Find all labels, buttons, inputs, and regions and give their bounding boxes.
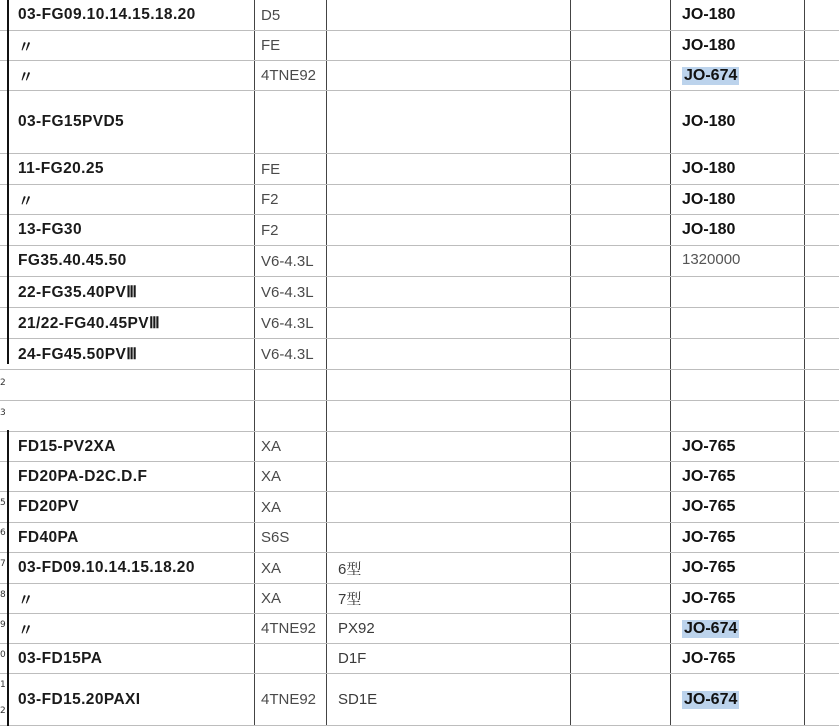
- row-number-label: 2: [0, 706, 6, 716]
- row-number-label: 2: [0, 378, 6, 388]
- part-number-cell: [670, 644, 804, 673]
- model-cell: 〃: [18, 621, 34, 639]
- part-number-cell: [670, 614, 804, 643]
- table-row: [0, 462, 839, 492]
- part-number: JO-180: [682, 6, 736, 23]
- model-cell: 21/22-FG40.45PVⅢ: [18, 314, 161, 332]
- part-number-cell: [670, 370, 804, 400]
- table-row: [0, 401, 839, 432]
- engine-cell: F2: [261, 221, 279, 239]
- table-row: [0, 553, 839, 584]
- row-number-label: 0: [0, 650, 6, 660]
- engine-cell: XA: [261, 559, 282, 577]
- model-cell: 〃: [18, 68, 34, 86]
- part-number-cell: [670, 339, 804, 369]
- type-cell: [326, 339, 571, 369]
- model-cell: FD40PA: [18, 528, 79, 546]
- model-cell: 03-FD09.10.14.15.18.20: [18, 559, 195, 576]
- model-cell: 〃: [18, 591, 34, 609]
- engine-cell: F2: [261, 191, 279, 208]
- engine-cell: [254, 401, 326, 431]
- engine-cell: [254, 370, 326, 400]
- part-number: JO-765: [682, 559, 736, 576]
- engine-cell: 4TNE92: [261, 620, 317, 637]
- type-cell: [326, 154, 571, 184]
- part-number-cell: [670, 246, 804, 276]
- engine-cell: XA: [261, 498, 282, 516]
- model-cell: 03-FG09.10.14.15.18.20: [18, 6, 196, 23]
- part-number: JO-765: [682, 589, 736, 607]
- type-cell: [326, 432, 571, 461]
- engine-cell: [254, 91, 326, 153]
- table-row: [0, 674, 839, 726]
- model-cell: FG35.40.45.50: [18, 252, 127, 269]
- part-number-cell: [670, 31, 804, 60]
- part-number-cell: [670, 215, 804, 245]
- table-row: [0, 246, 839, 277]
- type-cell: [326, 246, 571, 276]
- part-number-cell: [670, 523, 804, 552]
- part-number-cell: [670, 0, 804, 30]
- row-number-label: 9: [0, 620, 6, 630]
- table-row: [0, 31, 839, 61]
- engine-cell: 4TNE92: [261, 67, 317, 84]
- engine-cell: FE: [261, 160, 281, 178]
- engine-cell: V6-4.3L: [261, 252, 314, 270]
- part-number-cell: [670, 401, 804, 431]
- part-number: JO-674: [684, 690, 738, 708]
- type-cell: [326, 185, 571, 214]
- table-row: [0, 614, 839, 644]
- row-number-label: 7: [0, 559, 6, 569]
- table-row: [0, 185, 839, 215]
- table-row: [0, 0, 839, 31]
- part-number: JO-765: [682, 467, 736, 485]
- model-cell: 13-FG30: [18, 221, 82, 238]
- model-cell: FD15-PV2XA: [18, 437, 116, 455]
- model-cell: 〃: [18, 192, 34, 210]
- type-cell: [326, 492, 571, 522]
- engine-cell: V6-4.3L: [261, 283, 314, 301]
- type-cell: D1F: [338, 650, 367, 667]
- type-cell: 6型: [338, 560, 362, 578]
- type-cell: [326, 370, 571, 400]
- type-cell: [326, 523, 571, 552]
- type-cell: [326, 215, 571, 245]
- part-number: JO-180: [682, 221, 736, 238]
- model-cell: FD20PA-D2C.D.F: [18, 467, 148, 485]
- engine-cell: V6-4.3L: [261, 345, 314, 363]
- part-number-cell: [670, 432, 804, 461]
- model-cell: [10, 401, 254, 431]
- table-row: [0, 492, 839, 523]
- table-row: [0, 308, 839, 339]
- engine-cell: D5: [261, 6, 281, 24]
- part-number-cell: [670, 154, 804, 184]
- type-cell: [326, 308, 571, 338]
- table-row: [0, 432, 839, 462]
- table-row: [0, 91, 839, 154]
- table-row: [0, 277, 839, 308]
- part-number: JO-180: [682, 113, 736, 130]
- part-number: JO-765: [682, 498, 736, 515]
- part-number-cell: [670, 277, 804, 307]
- type-cell: [326, 31, 571, 60]
- part-number-cell: [670, 674, 804, 725]
- type-cell: [326, 277, 571, 307]
- part-number: JO-180: [682, 190, 736, 208]
- table-row: [0, 523, 839, 553]
- row-number-label: 8: [0, 590, 6, 600]
- type-cell: SD1E: [338, 691, 378, 708]
- table-row: [0, 584, 839, 614]
- table-row: [0, 154, 839, 185]
- model-cell: 22-FG35.40PVⅢ: [18, 283, 138, 301]
- type-cell: [326, 462, 571, 491]
- model-cell: FD20PV: [18, 498, 79, 515]
- model-cell: 03-FD15PA: [18, 649, 103, 667]
- engine-cell: [254, 644, 326, 673]
- engine-cell: S6S: [261, 529, 290, 546]
- row-number-label: 3: [0, 408, 6, 418]
- engine-cell: V6-4.3L: [261, 314, 314, 332]
- part-number-cell: [670, 91, 804, 153]
- model-cell: 11-FG20.25: [18, 160, 104, 177]
- table-row: [0, 644, 839, 674]
- part-number-cell: [670, 308, 804, 338]
- part-number-cell: [670, 553, 804, 583]
- model-cell: 03-FD15.20PAXI: [18, 690, 141, 708]
- part-number-cell: [670, 462, 804, 491]
- table-row: [0, 370, 839, 401]
- left-margin-bar: [7, 0, 9, 364]
- engine-cell: FE: [261, 37, 281, 54]
- part-number: JO-180: [682, 160, 736, 177]
- type-cell: [326, 401, 571, 431]
- type-cell: [326, 61, 571, 90]
- row-number-label: 6: [0, 528, 6, 538]
- model-cell: 24-FG45.50PVⅢ: [18, 345, 138, 363]
- row-number-label: 1: [0, 680, 6, 690]
- type-cell: [326, 91, 571, 153]
- model-cell: [10, 370, 254, 400]
- engine-cell: XA: [261, 438, 282, 455]
- model-cell: 03-FG15PVD5: [18, 113, 125, 130]
- part-number: JO-765: [682, 649, 736, 667]
- part-number: JO-765: [682, 437, 736, 455]
- type-cell: 7型: [338, 591, 362, 608]
- row-number-label: 5: [0, 498, 6, 508]
- engine-cell: 4TNE92: [261, 691, 317, 708]
- engine-cell: XA: [261, 590, 282, 607]
- engine-cell: XA: [261, 468, 282, 485]
- part-number: JO-765: [682, 528, 736, 546]
- part-number-cell: [670, 185, 804, 214]
- part-number-cell: [670, 61, 804, 90]
- table-row: [0, 339, 839, 370]
- table-row: [0, 215, 839, 246]
- part-number: 1320000: [682, 251, 741, 268]
- part-number: JO-674: [684, 619, 738, 637]
- type-cell: [326, 0, 571, 30]
- type-cell: PX92: [338, 620, 375, 637]
- table-row: [0, 61, 839, 91]
- model-cell: 〃: [18, 38, 34, 56]
- part-number: JO-180: [682, 36, 736, 54]
- part-number-cell: [670, 492, 804, 522]
- part-number: JO-674: [684, 66, 738, 84]
- part-number-cell: [670, 584, 804, 613]
